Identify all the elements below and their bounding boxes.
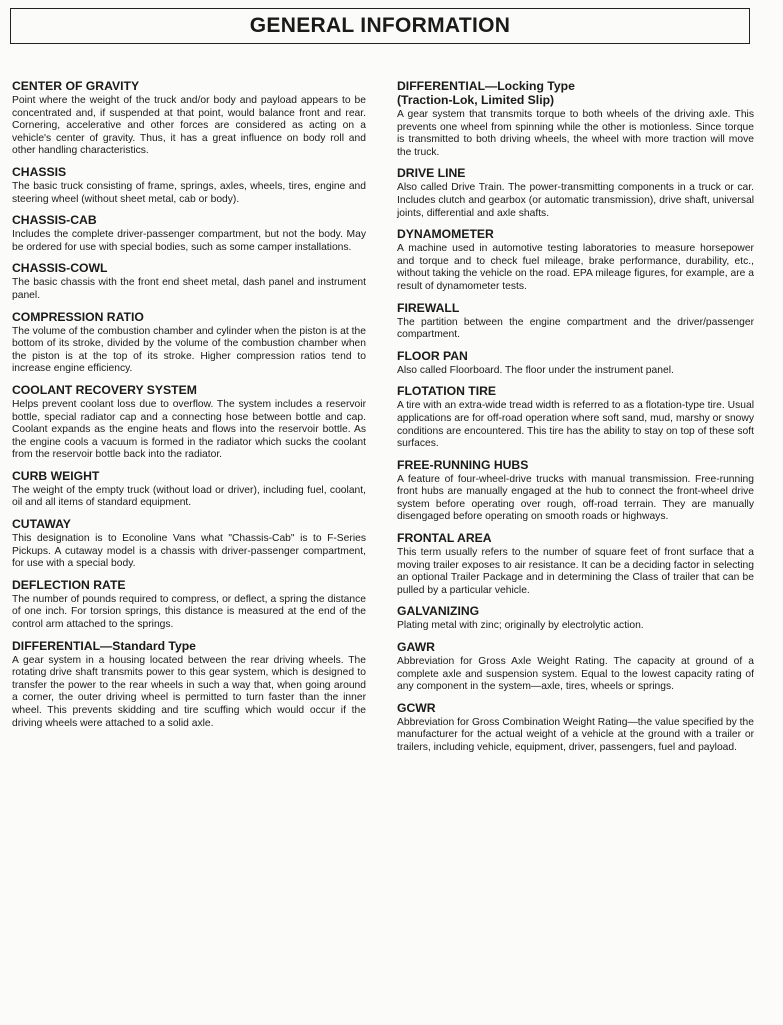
glossary-term: CHASSIS-CAB bbox=[12, 213, 97, 228]
glossary-entry-curb-weight bbox=[12, 469, 366, 510]
glossary-term: GAWR bbox=[397, 640, 435, 655]
glossary-entry-galvanizing bbox=[397, 604, 754, 633]
glossary-term: COMPRESSION RATIO bbox=[12, 309, 144, 324]
glossary-entry-chassis-cab bbox=[12, 213, 366, 254]
glossary-entry-flotation-tire bbox=[397, 384, 754, 450]
glossary-term: DIFFERENTIAL—Locking Type (Traction-Lok, Limited Slip) bbox=[397, 79, 575, 107]
glossary-entry-differential-standard-type bbox=[12, 639, 366, 731]
glossary-definition: Also called Floorboard. The floor under the instrument panel. bbox=[397, 364, 674, 376]
glossary-entry-floor-pan bbox=[397, 349, 754, 378]
glossary-entry-drive-line bbox=[397, 166, 754, 220]
glossary-entry-cutaway bbox=[12, 517, 366, 571]
page-header bbox=[10, 8, 750, 44]
glossary-term: GALVANIZING bbox=[397, 604, 480, 619]
glossary-term: DRIVE LINE bbox=[397, 166, 466, 181]
glossary-term: COOLANT RECOVERY SYSTEM bbox=[12, 382, 197, 397]
glossary-term: CHASSIS-COWL bbox=[12, 261, 108, 276]
glossary-definition: A machine used in automotive testing laboratories to measure horsepower and torque and to check fuel mileage, brake performance, durability, etc., without taking the vehicle on the road. EPA mileage figures, for example, are a result of dynamometer tests. bbox=[397, 243, 754, 292]
glossary-entry-coolant-recovery-system bbox=[12, 383, 366, 462]
glossary-definition: Abbreviation for Gross Axle Weight Rating. The capacity at ground of a complete axle and suspension system. Equal to the lowest capacity rating of any component in the system—axle, tires, wheels or springs. bbox=[397, 656, 754, 693]
glossary-term: FLOOR PAN bbox=[397, 348, 468, 363]
glossary-entry-differential-locking-type bbox=[397, 79, 754, 159]
glossary-entry-deflection-rate bbox=[12, 578, 366, 632]
glossary-term: FREE-RUNNING HUBS bbox=[397, 457, 529, 472]
glossary-term: DEFLECTION RATE bbox=[12, 577, 126, 592]
glossary-definition: Point where the weight of the truck and/or body and payload appears to be concentrated and, if suspended at that point, would balance front and rear. Cornering, accelerative and other forces are considered as acting on a vehicle's center of gravity. Thus, it has a great influence on body roll and other handling characteristics. bbox=[12, 95, 366, 157]
page-title: GENERAL INFORMATION bbox=[249, 14, 511, 37]
glossary-term: CENTER OF GRAVITY bbox=[12, 79, 140, 93]
glossary-definition: The basic chassis with the front end sheet metal, dash panel and instrument panel. bbox=[12, 277, 366, 301]
glossary-term: GCWR bbox=[397, 700, 436, 715]
glossary-definition: The partition between the engine compartment and the driver/passenger compartment. bbox=[397, 316, 754, 341]
glossary-definition: A gear system in a housing located between the rear driving wheels. The rotating drive shaft transmits power to this gear system, which is designed to transfer the power to the rear wheels in such a way that, when going around a corner, the outer driving wheel is permitted to turn faster than the inner wheel. This prevents skidding and tire scuffing which would occur if the driving wheels were attached to a solid axle. bbox=[12, 654, 366, 729]
glossary-definition: A feature of four-wheel-drive trucks with manual transmission. Free-running front hubs are manually engaged at the hub to connect the front-wheel drive system before operating over rough, off-road terrain. They are manually disengaged before operating on smooth roads or highways. bbox=[397, 473, 754, 523]
glossary-entry-compression-ratio bbox=[12, 310, 366, 376]
right-column bbox=[397, 79, 754, 762]
glossary-entry-chassis-cowl bbox=[12, 261, 366, 302]
glossary-definition: A tire with an extra-wide tread width is referred to as a flotation-type tire. Usual applications are for off-road operation where soft sand, mud, marshy or snowy conditions are encountered. This tire has the ability to stay on top of these soft surfaces. bbox=[397, 400, 754, 450]
glossary-definition: Includes the complete driver-passenger compartment, but not the body. May be ordered for use with special bodies, such as some camper installations. bbox=[12, 229, 366, 253]
glossary-entry-gcwr bbox=[397, 701, 754, 755]
glossary-definition: Plating metal with zinc; originally by electrolytic action. bbox=[397, 620, 644, 632]
left-column bbox=[12, 79, 366, 737]
glossary-entry-chassis bbox=[12, 165, 366, 206]
glossary-term: CUTAWAY bbox=[12, 517, 71, 532]
glossary-definition: This designation is to Econoline Vans what "Chassis-Cab" is to F-Series Pickups. A cutaway model is a chassis with driver-passenger compartment, for use with a special body. bbox=[12, 533, 366, 570]
glossary-definition: Abbreviation for Gross Combination Weight Rating—the value specified by the manufacturer for the actual weight of a vehicle at the ground with a trailer or trailers, including vehicle, equipment, driver, passengers, fuel and payload. bbox=[397, 716, 754, 753]
glossary-term: DIFFERENTIAL—Standard Type bbox=[12, 638, 196, 653]
glossary-entry-center-of-gravity bbox=[12, 79, 366, 158]
glossary-definition: A gear system that transmits torque to both wheels of the driving axle. This prevents one wheel from spinning while the other is motionless. Since torque is transmitted to both driving wheels, the wheel with more traction will move the truck. bbox=[397, 109, 754, 158]
glossary-definition: The volume of the combustion chamber and cylinder when the piston is at the bottom of its stroke, divided by the volume of the combustion chamber when the piston is at the top of its stroke. Higher compression ratios tend to increase engine efficiency. bbox=[12, 325, 366, 375]
glossary-entry-dynamometer bbox=[397, 227, 754, 293]
glossary-definition: Also called Drive Train. The power-transmitting components in a truck or car. Includes clutch and gearbox (or automatic transmission), drive shaft, universal joints, differential and axle shafts. bbox=[397, 182, 754, 219]
glossary-term: DYNAMOMETER bbox=[397, 227, 494, 242]
glossary-entry-frontal-area bbox=[397, 531, 754, 597]
glossary-term: CURB WEIGHT bbox=[12, 468, 100, 483]
glossary-entry-gawr bbox=[397, 640, 754, 694]
glossary-definition: This term usually refers to the number of square feet of front surface that a moving trailer exposes to air resistance. It can be a deciding factor in selecting an optional Trailer Package and in determining the Class of trailer that can be pulled by a particular vehicle. bbox=[397, 547, 754, 596]
glossary-term: FRONTAL AREA bbox=[397, 531, 492, 546]
glossary-term: CHASSIS bbox=[12, 164, 67, 179]
glossary-definition: The weight of the empty truck (without load or driver), including fuel, coolant, oil and all items of standard equipment. bbox=[12, 484, 366, 509]
glossary-definition: The number of pounds required to compress, or deflect, a spring the distance of one inch. For torsion springs, this distance is measured at the end of the control arm attached to the springs. bbox=[12, 593, 366, 631]
glossary-entry-free-running-hubs bbox=[397, 458, 754, 524]
glossary-definition: The basic truck consisting of frame, springs, axles, wheels, tires, engine and steering wheel (without sheet metal, cab or body). bbox=[12, 180, 366, 205]
glossary-term: FIREWALL bbox=[397, 300, 460, 315]
glossary-term: FLOTATION TIRE bbox=[397, 384, 497, 399]
glossary-definition: Helps prevent coolant loss due to overflow. The system includes a reservoir bottle, special radiator cap and a connecting hose between bottle and cap. Coolant expands as the engine heats and flows into the reservoir bottle. As the engine cools a vacuum is formed in the radiator which sucks the coolant from the reservoir bottle back into the radiator. bbox=[12, 398, 366, 461]
glossary-entry-firewall bbox=[397, 301, 754, 342]
